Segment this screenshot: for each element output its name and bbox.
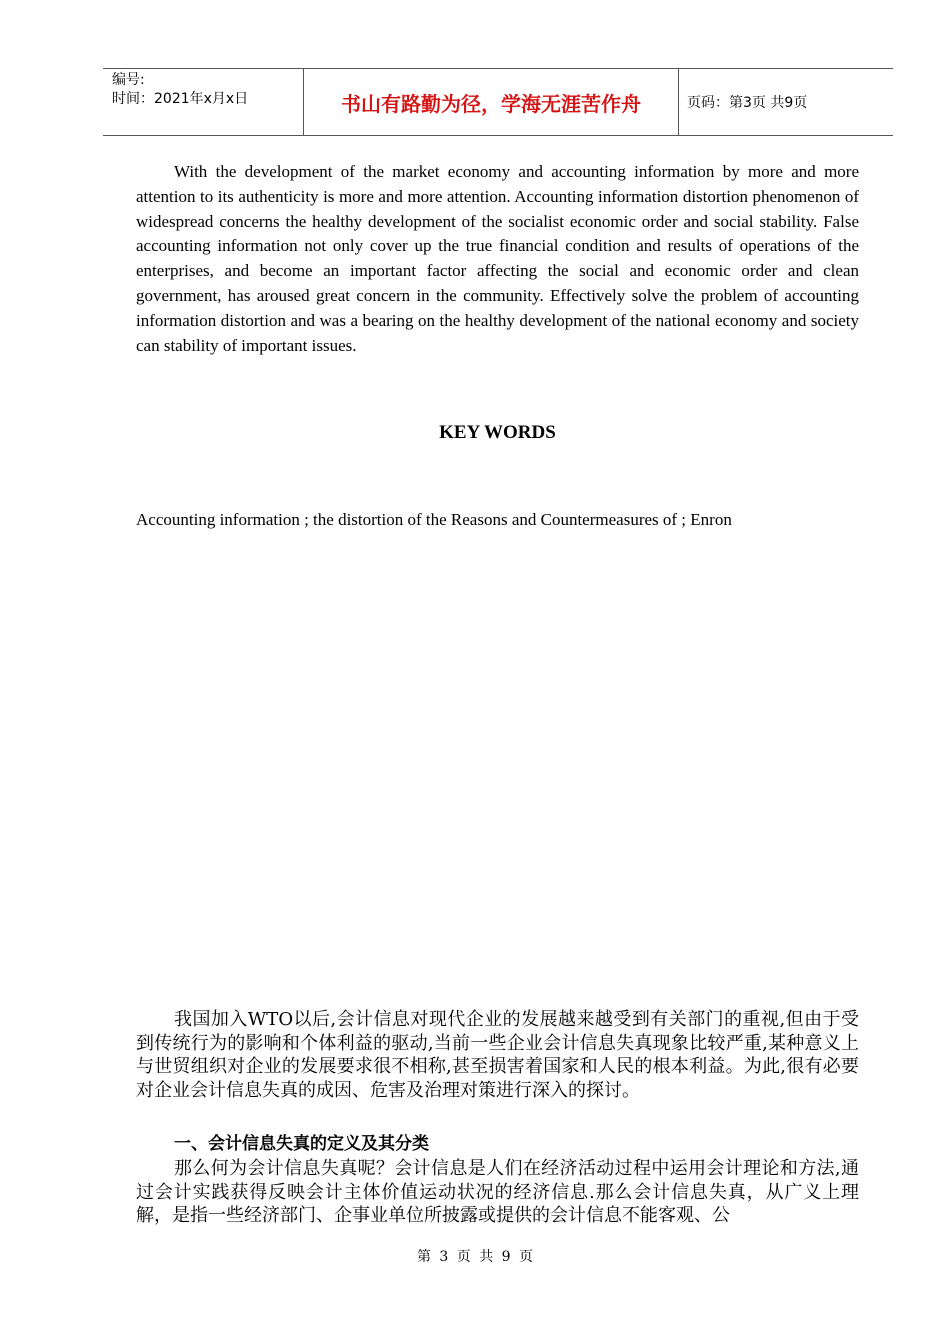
page-footer: 第 3 页 共 9 页 <box>416 1249 534 1265</box>
intro-paragraph: 我国加入WTO以后,会计信息对现代企业的发展越来越受到有关部门的重视,但由于受到传统行为的影响和个体利益的驱动,当前一些企业会计信息失真现象比较严重,某种意义上与世贸组织对企业的发展要求很不相称,甚至损害着国家和人民的根本利益。为此,很有必要对企业会计信息失真的成因、危害及治理对策进行深入的探讨。 <box>136 1009 859 1101</box>
header-motto: 书山有路勤为径，学海无涯苦作舟 <box>341 92 641 116</box>
section-paragraph: 那么何为会计信息失真呢？会计信息是人们在经济活动过程中运用会计理论和方法,通过会计实践获得反映会计主体价值运动状况的经济信息.那么会计信息失真，从广义上理解，是指一些经济部门、企事业单位所披露或提供的会计信息不能客观、公 <box>136 1158 859 1226</box>
header-page-label: 页码：第3页 共9页 <box>687 95 808 111</box>
section-heading: 一、会计信息失真的定义及其分类 <box>174 1134 429 1154</box>
abstract-paragraph: With the development of the market economy and accounting information by more and more attention to its authenticity is more and more attention. Accounting information distortion phenomenon of widespread concerns the healthy development of the socialist economic order and social stability. False accounting information not only cover up the true financial condition and results of operations of the enterprises, and become an important factor affecting the social and economic order and clean government, has aroused great concern in the community. Effectively solve the problem of accounting information distortion and was a bearing on the healthy development of the national economy and society can stability of important issues. <box>136 162 859 355</box>
header-motto-cell <box>303 69 679 135</box>
header-info-cell <box>103 69 303 135</box>
header-time-label: 时间：2021年x月x日 <box>112 91 249 107</box>
keywords-text: Accounting information ; the distortion of the Reasons and Countermeasures of ; Enron <box>136 510 732 529</box>
keywords-title: KEY WORDS <box>439 422 556 443</box>
document-header <box>103 68 893 136</box>
header-number-label: 编号: <box>112 72 145 88</box>
header-page-cell <box>678 69 893 135</box>
